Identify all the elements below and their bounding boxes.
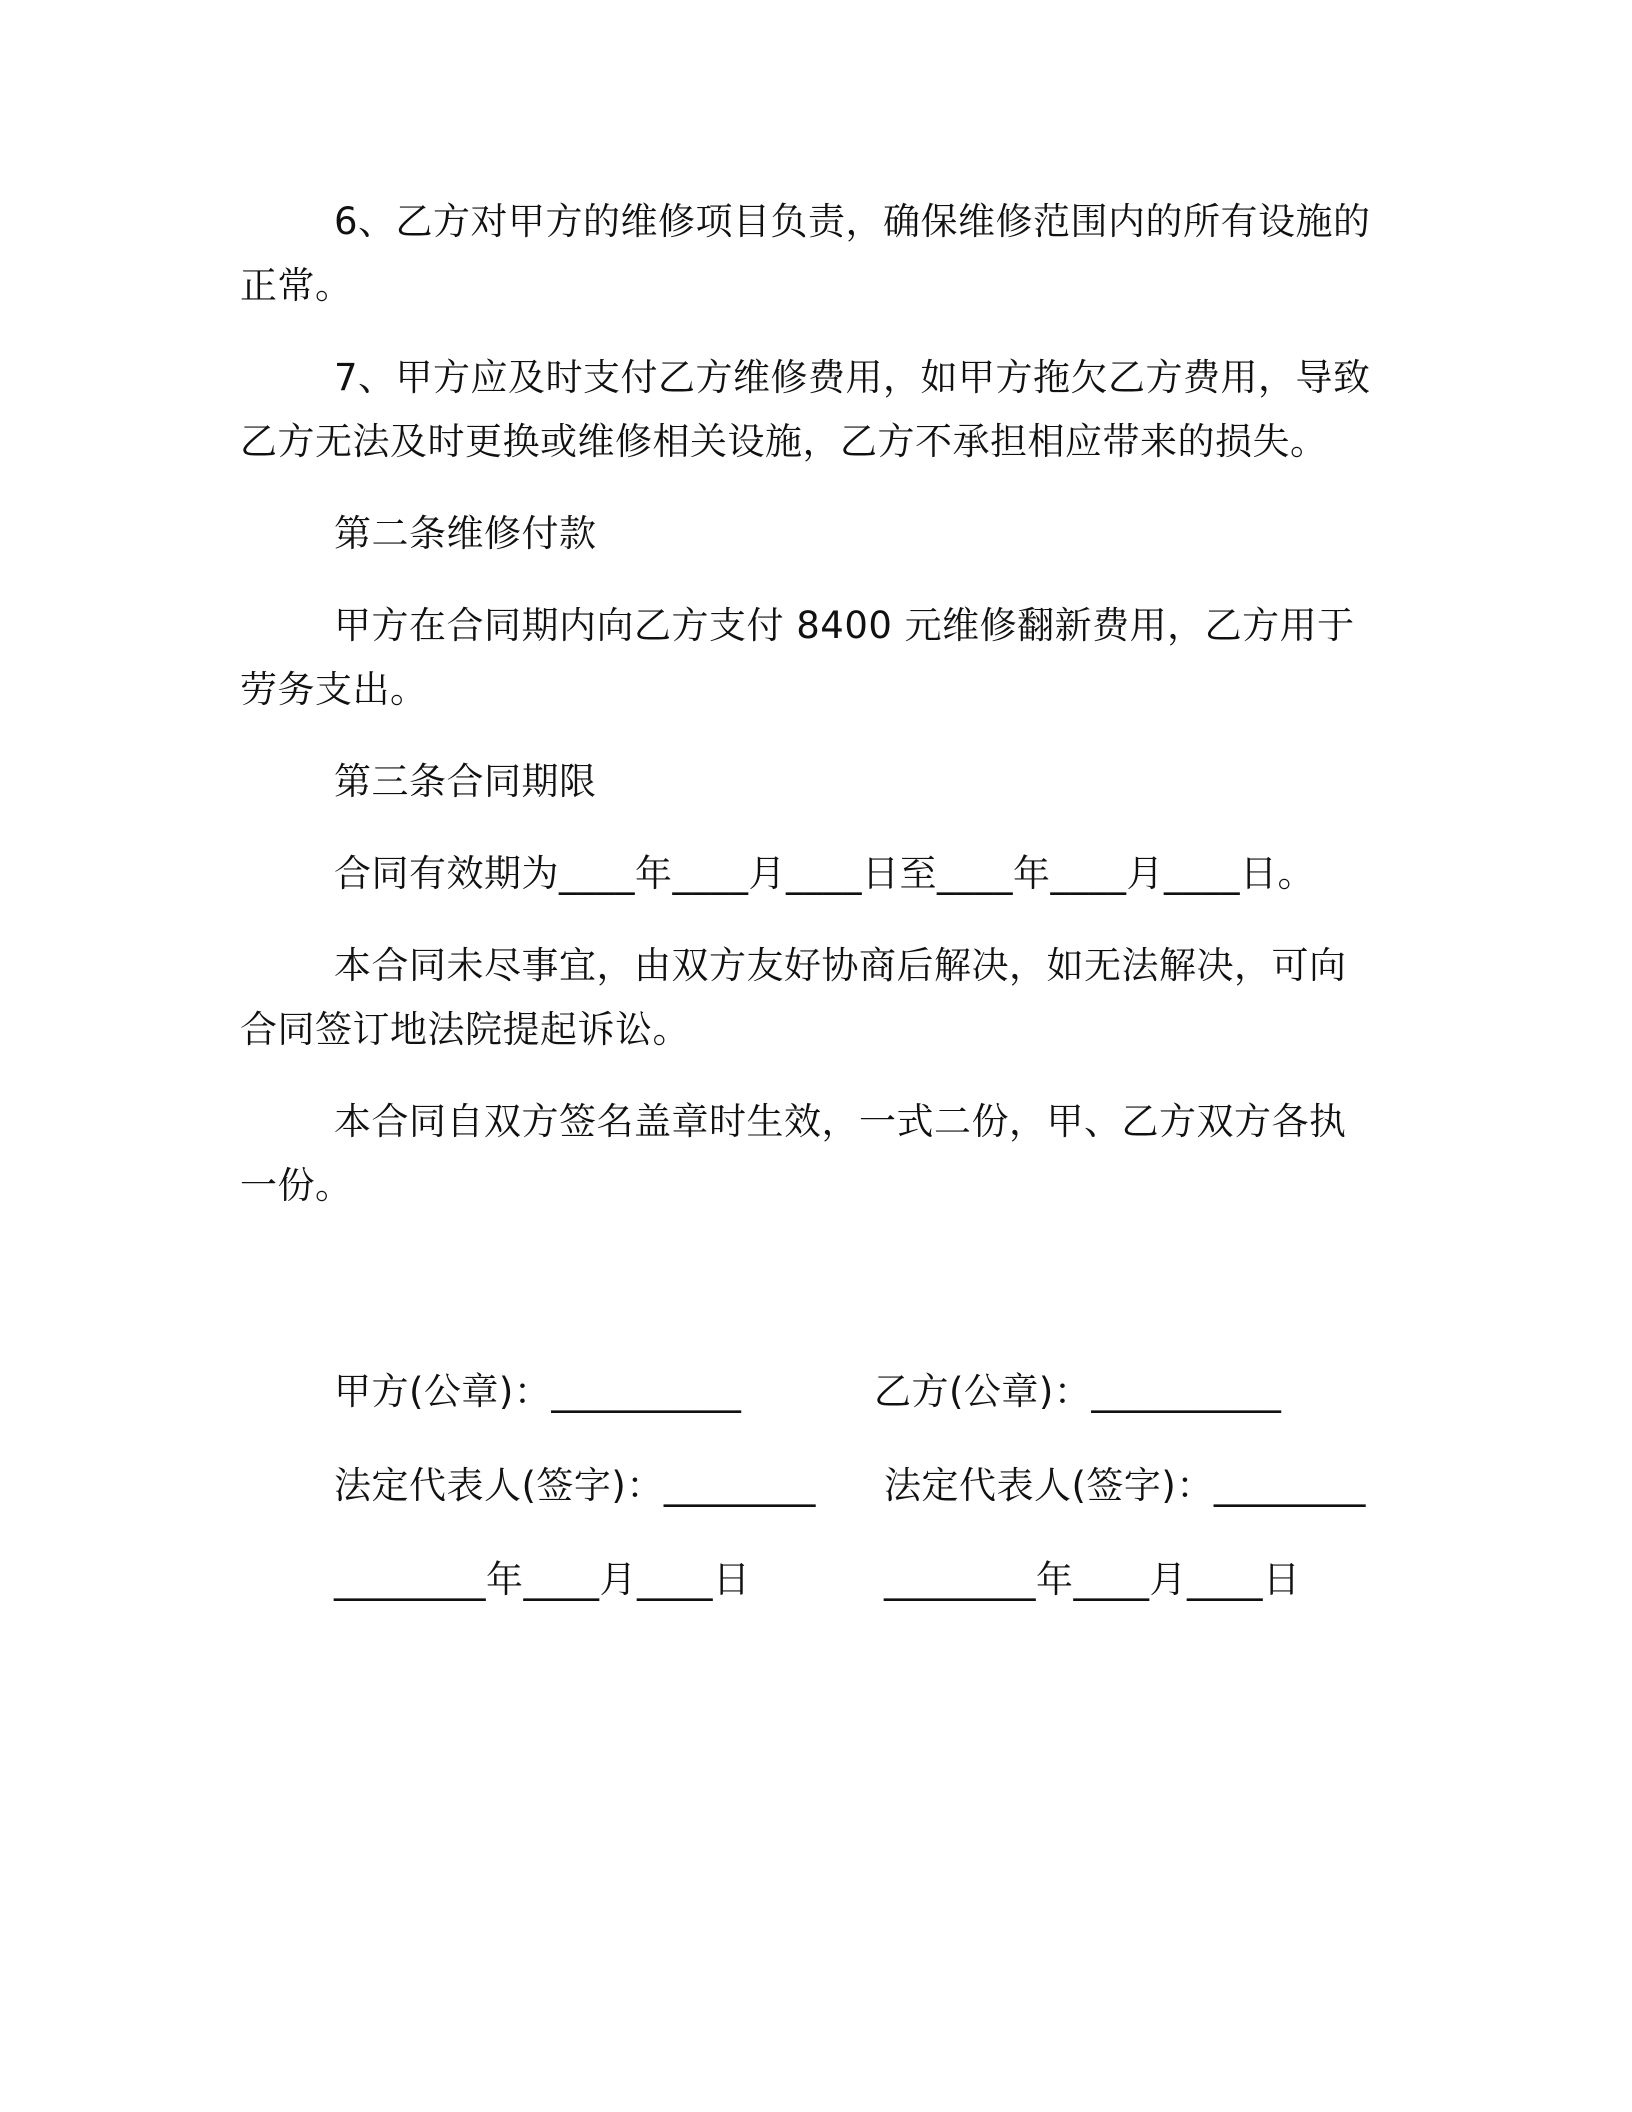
effect-clause: 本合同自双方签名盖章时生效，一式二份，甲、乙方双方各执一份。 [240, 1100, 1347, 1207]
party-b-date: ________年____月____日 [884, 1558, 1301, 1601]
party-a-representative: 法定代表人(签字)：________ [334, 1464, 816, 1507]
term-clause: 合同有效期为____年____月____日至____年____月____日。 [334, 852, 1315, 895]
dispute-clause: 本合同未尽事宜，由双方友好协商后解决，如无法解决，可向合同签订地法院提起诉讼。 [240, 944, 1347, 1051]
section-heading-term: 第三条合同期限 [334, 760, 597, 803]
clause-6: 6、乙方对甲方的维修项目负责，确保维修范围内的所有设施的正常。 [240, 200, 1371, 307]
party-b-seal: 乙方(公章)：__________ [874, 1370, 1282, 1413]
seal-row [334, 1360, 1384, 1454]
representative-row [334, 1454, 1384, 1548]
document-body [240, 190, 1380, 1246]
party-a-date: ________年____月____日 [334, 1558, 751, 1601]
party-b-representative: 法定代表人(签字)：________ [884, 1464, 1366, 1507]
clause-7: 7、甲方应及时支付乙方维修费用，如甲方拖欠乙方费用，导致乙方无法及时更换或维修相关设施，乙方不承担相应带来的损失。 [240, 356, 1371, 463]
signature-block [334, 1360, 1384, 1642]
date-row [334, 1548, 1384, 1642]
payment-clause: 甲方在合同期内向乙方支付 8400 元维修翻新费用，乙方用于劳务支出。 [240, 604, 1355, 711]
section-heading-payment: 第二条维修付款 [334, 512, 597, 555]
party-a-seal: 甲方(公章)：__________ [334, 1370, 742, 1413]
